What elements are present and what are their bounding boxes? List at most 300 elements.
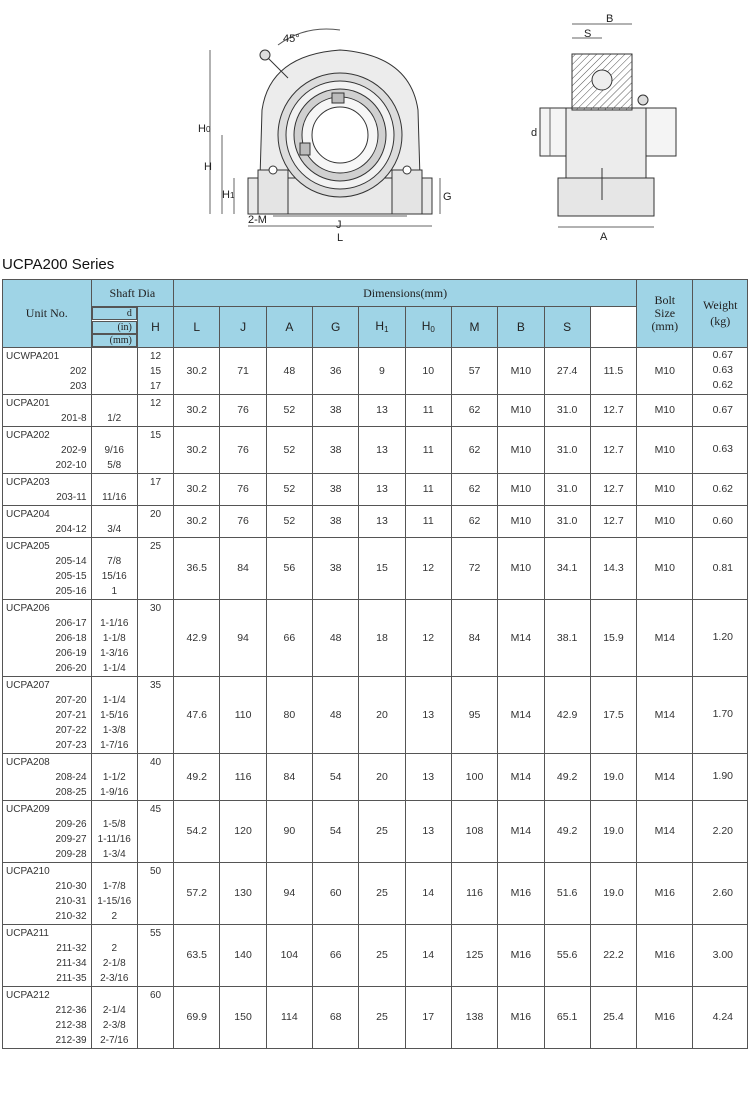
s-label: S	[584, 28, 592, 40]
shaft-mm-value: 25	[150, 540, 162, 552]
unit-number: UCPA203	[6, 476, 50, 488]
dim-b-cell: 42.9	[544, 676, 590, 753]
dim-l-cell: 71	[220, 347, 266, 394]
weight-cell	[693, 800, 748, 862]
dim-h0-cell: 57	[451, 347, 497, 394]
weight-cell	[693, 676, 748, 753]
shaft-inch-value: 9/16	[104, 444, 124, 456]
shaft-inch-cell	[91, 505, 137, 537]
unit-no-cell	[3, 676, 92, 753]
shaft-inch-value	[92, 678, 137, 693]
dim-b-cell: 49.2	[544, 753, 590, 800]
shaft-inch-cell	[91, 537, 137, 599]
shaft-inch-value: 1-5/16	[100, 709, 129, 721]
dim-j-cell: 66	[266, 599, 312, 676]
dim-h-cell: 49.2	[174, 753, 220, 800]
unit-number: UCPA212	[6, 989, 50, 1001]
shaft-inch-value: 2	[111, 942, 118, 954]
table-row	[3, 537, 748, 599]
dim-m-cell: M10	[498, 347, 544, 394]
shaft-inch-value	[92, 755, 137, 770]
l-label: L	[337, 232, 344, 244]
shaft-inch-value: 1-1/4	[102, 662, 126, 674]
shaft-inch-value: 5/8	[107, 459, 122, 471]
dim-b-cell: 31.0	[544, 505, 590, 537]
shaft-inch-value: 2-3/16	[100, 972, 129, 984]
dim-b-cell: 31.0	[544, 394, 590, 426]
h0-label: H0	[198, 123, 211, 135]
dim-h0-cell: 62	[451, 473, 497, 505]
dim-b-cell: 31.0	[544, 473, 590, 505]
dim-j-cell: 52	[266, 426, 312, 473]
dim-l-cell: 84	[220, 537, 266, 599]
dim-g-cell: 20	[359, 753, 405, 800]
unit-number: 209-28	[55, 848, 87, 860]
dimensions-header: Dimensions(mm)	[174, 280, 637, 307]
shaft-inch-value	[92, 802, 137, 817]
dim-m-cell: M14	[498, 676, 544, 753]
shaft-inch-value: 1-3/8	[102, 724, 126, 736]
shaft-inch-value	[92, 475, 137, 490]
unit-number: 206-17	[55, 617, 87, 629]
weight-value: 0.62	[712, 482, 733, 495]
dim-h-cell: 47.6	[174, 676, 220, 753]
unit-number: UCPA202	[6, 429, 50, 441]
dim-h1-cell: 11	[405, 473, 451, 505]
dim-a-cell: 36	[313, 347, 359, 394]
shaft-inch-value: 1-3/16	[100, 647, 129, 659]
dim-m-cell: M10	[498, 394, 544, 426]
dim-b-cell: 31.0	[544, 426, 590, 473]
shaft-inch-value: 1-1/16	[100, 617, 129, 629]
shaft-mm-cell	[137, 862, 173, 924]
m-label: 2-M	[248, 214, 267, 226]
dim-m-cell: M14	[498, 599, 544, 676]
dim-g-cell: 25	[359, 800, 405, 862]
dim-h0-cell: 62	[451, 505, 497, 537]
dim-j-cell: 90	[266, 800, 312, 862]
dim-s-cell: 25.4	[590, 986, 636, 1048]
table-header	[3, 280, 748, 348]
bolt-size-cell: M14	[637, 599, 693, 676]
dim-s-cell: 19.0	[590, 753, 636, 800]
dim-j-cell: 80	[266, 676, 312, 753]
weight-cell	[693, 394, 748, 426]
unit-number: UCPA211	[6, 927, 49, 939]
dim-j-cell: 52	[266, 473, 312, 505]
dim-j-cell: 52	[266, 394, 312, 426]
weight-cell	[693, 753, 748, 800]
g-label: G	[443, 191, 452, 203]
weight-cell	[693, 862, 748, 924]
unit-number: UCPA209	[6, 803, 50, 815]
specifications-table	[2, 279, 748, 1049]
unit-number: UCPA208	[6, 756, 50, 768]
shaft-inch-value: 1-1/8	[102, 632, 126, 644]
shaft-inch-value	[92, 539, 137, 554]
dim-h0-cell: 125	[451, 924, 497, 986]
shaft-inch-cell	[91, 986, 137, 1048]
weight-cell	[693, 924, 748, 986]
unit-number: 211-35	[56, 972, 87, 984]
unit-no-cell	[3, 394, 92, 426]
unit-number: 210-32	[55, 910, 87, 922]
dim-l-cell: 76	[220, 394, 266, 426]
unit-number: 206-19	[55, 647, 87, 659]
weight-cell	[693, 537, 748, 599]
shaft-mm-value: 35	[150, 679, 162, 691]
table-row	[3, 924, 748, 986]
dim-g-cell: 20	[359, 676, 405, 753]
dim-m-cell: M14	[498, 753, 544, 800]
shaft-mm-cell	[137, 394, 173, 426]
weight-cell	[693, 986, 748, 1048]
dim-h-cell: 63.5	[174, 924, 220, 986]
unit-number: 202-10	[55, 459, 87, 471]
dim-h0-cell: 62	[451, 394, 497, 426]
shaft-inch-cell	[91, 676, 137, 753]
unit-no-cell	[3, 862, 92, 924]
unit-no-cell	[3, 537, 92, 599]
dim-g-cell: 13	[359, 394, 405, 426]
unit-number: 202	[69, 365, 87, 377]
technical-drawings	[0, 0, 750, 255]
weight-value: 0.63	[712, 364, 733, 376]
unit-number: 209-27	[55, 833, 87, 845]
shaft-inch-value	[92, 349, 137, 364]
shaft-mm-value: 55	[150, 927, 162, 939]
dim-header-g: G	[313, 307, 359, 348]
shaft-inch-value	[92, 601, 137, 616]
dim-h1-cell: 12	[405, 537, 451, 599]
dim-j-cell: 56	[266, 537, 312, 599]
shaft-inch-cell	[91, 753, 137, 800]
d-header: d	[92, 307, 137, 320]
dim-s-cell: 11.5	[590, 347, 636, 394]
shaft-inch-value: 15/16	[101, 570, 127, 582]
dim-s-cell: 15.9	[590, 599, 636, 676]
dim-a-cell: 48	[313, 599, 359, 676]
dim-h1-cell: 10	[405, 347, 451, 394]
b-label: B	[606, 13, 614, 25]
shaft-mm-cell	[137, 676, 173, 753]
unit-number: 210-31	[55, 895, 87, 907]
shaft-mm-value: 30	[150, 602, 162, 614]
shaft-mm-value: 12	[150, 350, 162, 362]
shaft-inch-value: 1-11/16	[97, 833, 131, 845]
dim-b-cell: 27.4	[544, 347, 590, 394]
dim-l-cell: 140	[220, 924, 266, 986]
shaft-mm-value: 60	[150, 989, 162, 1001]
weight-value: 0.81	[712, 561, 733, 574]
dim-h-cell: 69.9	[174, 986, 220, 1048]
weight-cell	[693, 347, 748, 394]
unit-number: 203-11	[56, 491, 87, 503]
shaft-inch-value: 3/4	[107, 523, 122, 535]
bolt-size-header: Bolt Size (mm)	[637, 280, 693, 348]
unit-no-cell	[3, 599, 92, 676]
dim-a-cell: 60	[313, 862, 359, 924]
dim-b-cell: 55.6	[544, 924, 590, 986]
dim-s-cell: 12.7	[590, 426, 636, 473]
weight-header: Weight (kg)	[693, 280, 748, 348]
dim-g-cell: 13	[359, 473, 405, 505]
shaft-mm-value: 45	[150, 803, 162, 815]
dim-g-cell: 25	[359, 986, 405, 1048]
dim-b-cell: 38.1	[544, 599, 590, 676]
unit-number: 208-25	[55, 786, 87, 798]
dim-h-cell: 54.2	[174, 800, 220, 862]
dim-l-cell: 76	[220, 505, 266, 537]
shaft-mm-value: 15	[150, 365, 162, 377]
table-row	[3, 753, 748, 800]
shaft-mm-value: 40	[150, 756, 162, 768]
unit-number: 212-38	[55, 1019, 87, 1031]
table-body	[3, 347, 748, 1048]
shaft-inch-value: 1/2	[107, 412, 122, 424]
unit-number: 206-18	[55, 632, 87, 644]
table-row	[3, 473, 748, 505]
dim-header-s: S	[544, 307, 590, 348]
shaft-inch-cell	[91, 924, 137, 986]
dim-g-cell: 13	[359, 505, 405, 537]
dim-l-cell: 76	[220, 426, 266, 473]
bolt-size-cell: M10	[637, 537, 693, 599]
dim-a-cell: 38	[313, 426, 359, 473]
dim-header-h0: $H_0$	[405, 307, 451, 348]
dim-m-cell: M10	[498, 426, 544, 473]
shaft-inch-value: 2-1/4	[102, 1004, 126, 1016]
unit-number: 204-12	[55, 523, 87, 535]
dim-h0-cell: 100	[451, 753, 497, 800]
dim-header-m: M	[451, 307, 497, 348]
shaft-inch-value: 11/16	[102, 491, 127, 503]
dim-h1-cell: 14	[405, 862, 451, 924]
front-view-drawing	[210, 29, 440, 226]
shaft-inch-cell	[91, 800, 137, 862]
dim-l-cell: 120	[220, 800, 266, 862]
unit-number: 207-23	[55, 739, 87, 751]
dim-h-cell: 30.2	[174, 347, 220, 394]
angle-label: 45°	[283, 33, 300, 45]
unit-no-cell	[3, 505, 92, 537]
dim-h-cell: 30.2	[174, 426, 220, 473]
dim-h1-cell: 13	[405, 753, 451, 800]
dim-a-cell: 38	[313, 394, 359, 426]
shaft-inch-value: 1-5/8	[102, 818, 126, 830]
shaft-inch-value	[92, 988, 137, 1003]
series-title: UCPA200 Series	[2, 256, 115, 273]
shaft-inch-value	[92, 396, 137, 411]
weight-value: 4.24	[712, 1010, 733, 1023]
dim-s-cell: 17.5	[590, 676, 636, 753]
shaft-inch-cell	[91, 347, 137, 394]
dim-g-cell: 15	[359, 537, 405, 599]
dim-header-l: L	[174, 307, 220, 348]
dim-m-cell: M10	[498, 537, 544, 599]
shaft-inch-value	[92, 507, 137, 522]
shaft-mm-value: 17	[150, 380, 162, 392]
dim-h0-cell: 95	[451, 676, 497, 753]
dim-h0-cell: 108	[451, 800, 497, 862]
dim-b-cell: 65.1	[544, 986, 590, 1048]
unit-number: 207-22	[55, 724, 87, 736]
dim-header-h1: $H_1$	[359, 307, 405, 348]
dim-a-cell: 68	[313, 986, 359, 1048]
shaft-inch-value	[92, 379, 137, 394]
weight-cell	[693, 599, 748, 676]
weight-value: 0.63	[712, 443, 733, 455]
table-row	[3, 599, 748, 676]
dim-m-cell: M16	[498, 924, 544, 986]
dim-h-cell: 30.2	[174, 394, 220, 426]
dim-l-cell: 110	[220, 676, 266, 753]
dim-s-cell: 12.7	[590, 394, 636, 426]
unit-number: 205-15	[55, 570, 87, 582]
dim-s-cell: 22.2	[590, 924, 636, 986]
unit-number: 202-9	[61, 444, 87, 456]
bolt-size-cell: M14	[637, 676, 693, 753]
j-label: J	[336, 219, 342, 231]
shaft-inch-value: 1-1/2	[102, 771, 126, 783]
dim-h-cell: 30.2	[174, 505, 220, 537]
dim-m-cell: M16	[498, 986, 544, 1048]
bolt-size-cell: M16	[637, 862, 693, 924]
shaft-mm-value: 12	[150, 397, 162, 409]
dim-s-cell: 12.7	[590, 505, 636, 537]
table-row	[3, 426, 748, 473]
unit-number: UCPA205	[6, 540, 50, 552]
shaft-inch-value: 1-7/16	[100, 739, 129, 751]
table-row	[3, 862, 748, 924]
unit-number: 206-20	[55, 662, 87, 674]
dim-h-cell: 30.2	[174, 473, 220, 505]
dim-m-cell: M10	[498, 473, 544, 505]
dim-header-j: J	[220, 307, 266, 348]
unit-number: 212-36	[55, 1004, 87, 1016]
dim-h-cell: 36.5	[174, 537, 220, 599]
shaft-inch-cell	[91, 426, 137, 473]
dim-b-cell: 51.6	[544, 862, 590, 924]
bolt-size-cell: M16	[637, 986, 693, 1048]
table-row	[3, 676, 748, 753]
weight-value: 1.20	[712, 631, 733, 643]
a-label: A	[600, 231, 608, 243]
dim-h0-cell: 62	[451, 426, 497, 473]
dim-header-b: B	[498, 307, 544, 348]
dim-header-a: A	[266, 307, 312, 348]
weight-value: 3.00	[712, 948, 733, 961]
dim-g-cell: 25	[359, 862, 405, 924]
unit-number: 208-24	[55, 771, 87, 783]
shaft-inch-value: 2	[111, 910, 118, 922]
shaft-mm-cell	[137, 537, 173, 599]
bolt-size-cell: M10	[637, 347, 693, 394]
dim-h-cell: 57.2	[174, 862, 220, 924]
weight-cell	[693, 473, 748, 505]
unit-no-cell	[3, 986, 92, 1048]
shaft-inch-value: 1-7/8	[102, 880, 126, 892]
side-view-drawing	[540, 24, 676, 227]
table-row	[3, 505, 748, 537]
unit-number: UCPA201	[6, 397, 50, 409]
dim-s-cell: 19.0	[590, 800, 636, 862]
mm-header: (mm)	[92, 334, 137, 347]
table-row	[3, 986, 748, 1048]
shaft-mm-cell	[137, 986, 173, 1048]
unit-no-cell	[3, 800, 92, 862]
shaft-mm-cell	[137, 753, 173, 800]
dim-h1-cell: 12	[405, 599, 451, 676]
weight-value: 0.67	[712, 349, 733, 361]
shaft-inch-value: 1-15/16	[97, 895, 132, 907]
dim-b-cell: 34.1	[544, 537, 590, 599]
dim-l-cell: 150	[220, 986, 266, 1048]
dim-h0-cell: 72	[451, 537, 497, 599]
shaft-mm-cell	[137, 924, 173, 986]
bolt-size-cell: M14	[637, 753, 693, 800]
unit-number: UCPA207	[6, 679, 50, 691]
unit-no-header: Unit No.	[3, 280, 92, 348]
unit-number: 201-8	[61, 412, 87, 424]
dim-j-cell: 94	[266, 862, 312, 924]
bolt-size-cell: M10	[637, 505, 693, 537]
dim-a-cell: 66	[313, 924, 359, 986]
shaft-inch-value	[92, 864, 137, 879]
h-label: H	[204, 161, 212, 173]
weight-value: 1.90	[712, 770, 733, 782]
shaft-inch-cell	[91, 473, 137, 505]
dim-j-cell: 104	[266, 924, 312, 986]
unit-number: 211-34	[56, 957, 87, 969]
bolt-size-cell: M10	[637, 394, 693, 426]
unit-number: 210-30	[55, 880, 87, 892]
weight-cell	[693, 505, 748, 537]
dim-l-cell: 116	[220, 753, 266, 800]
weight-value: 2.20	[712, 824, 733, 837]
dim-g-cell: 18	[359, 599, 405, 676]
dim-m-cell: M10	[498, 505, 544, 537]
shaft-inch-cell	[91, 394, 137, 426]
table-row	[3, 347, 748, 394]
dim-s-cell: 19.0	[590, 862, 636, 924]
unit-no-cell	[3, 753, 92, 800]
weight-cell	[693, 426, 748, 473]
shaft-mm-cell	[137, 505, 173, 537]
dim-h-cell: 42.9	[174, 599, 220, 676]
dim-l-cell: 94	[220, 599, 266, 676]
shaft-mm-value: 20	[150, 508, 162, 520]
d-label: d	[531, 127, 538, 139]
unit-number: 209-26	[55, 818, 87, 830]
dim-h0-cell: 116	[451, 862, 497, 924]
unit-number: 207-21	[55, 709, 87, 721]
shaft-inch-value: 7/8	[107, 555, 122, 567]
dim-j-cell: 114	[266, 986, 312, 1048]
dim-h1-cell: 11	[405, 394, 451, 426]
shaft-inch-value: 2-7/16	[100, 1034, 129, 1046]
dim-s-cell: 12.7	[590, 473, 636, 505]
dim-j-cell: 48	[266, 347, 312, 394]
unit-number: UCPA206	[6, 602, 50, 614]
shaft-inch-value	[92, 364, 137, 379]
shaft-mm-cell	[137, 426, 173, 473]
h1-label: H1	[222, 189, 235, 201]
unit-number: UCPA204	[6, 508, 50, 520]
bolt-size-cell: M14	[637, 800, 693, 862]
weight-value: 2.60	[712, 886, 733, 899]
dim-g-cell: 13	[359, 426, 405, 473]
